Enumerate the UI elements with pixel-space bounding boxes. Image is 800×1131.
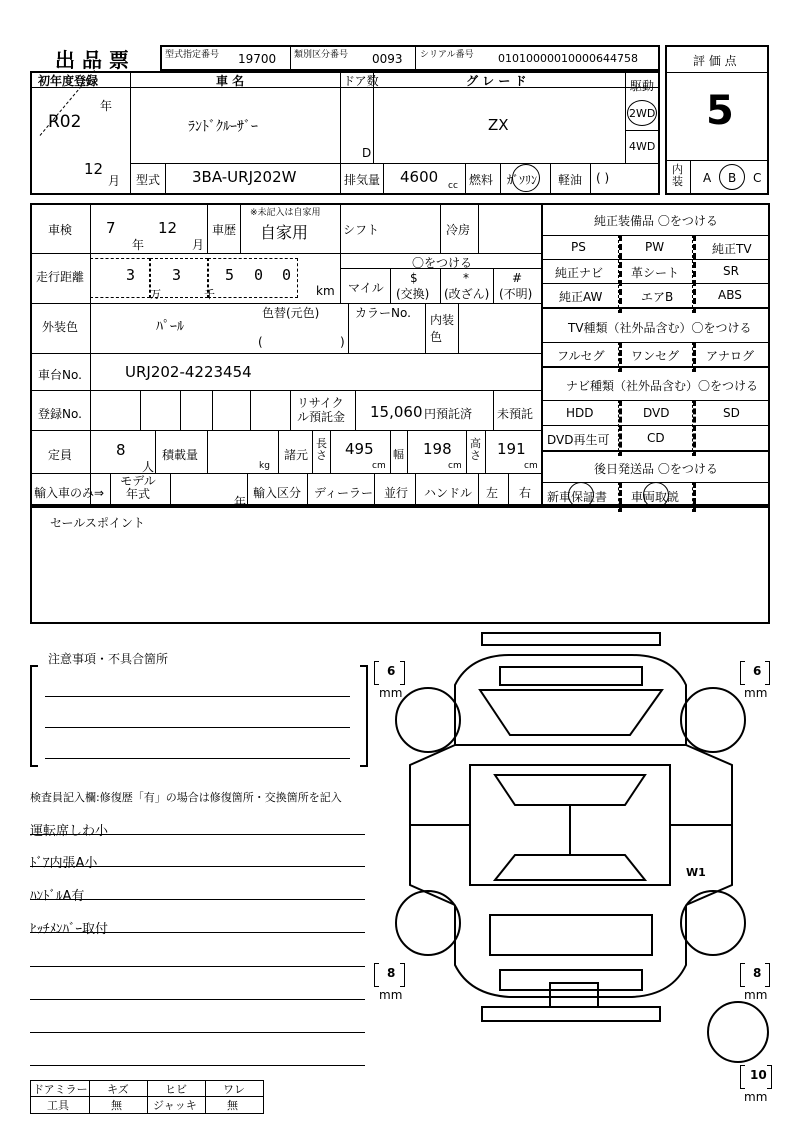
color-no-label: カラーNo. xyxy=(355,306,411,320)
import-dealer: ディーラー xyxy=(314,486,374,500)
table-cell: キズ xyxy=(107,1083,129,1096)
mileage-sen: 千 xyxy=(204,288,215,301)
mileage-digit: 5 xyxy=(225,266,235,284)
interior-b: B xyxy=(728,171,737,185)
mileage-mark-note: 〇をつける xyxy=(412,256,473,270)
mileage-digit: 3 xyxy=(126,266,136,284)
first-reg-year-suffix: 年 xyxy=(100,99,113,113)
caution-bracket-right xyxy=(360,665,368,767)
doors-suffix: D xyxy=(362,146,372,160)
orig-color-paren: ) xyxy=(340,335,345,349)
import-parallel: 並行 xyxy=(384,486,409,500)
int-color-label: 内装色 xyxy=(430,313,455,344)
drive-2wd-circle xyxy=(627,100,657,126)
serial-number: 01010000010000644758 xyxy=(498,52,638,65)
score-value: 5 xyxy=(706,88,734,134)
inspector-blank-line xyxy=(30,1032,365,1033)
equipment-item: PW xyxy=(645,240,665,254)
history-label: 車歴 xyxy=(212,223,237,237)
length-value: 495 xyxy=(345,440,374,458)
mileage-digit-box xyxy=(90,258,300,298)
tread-bracket-fr xyxy=(765,661,770,685)
import-type-label: 輸入区分 xyxy=(253,486,302,500)
capacity-unit: 人 xyxy=(142,460,155,474)
orig-color-paren: ( xyxy=(258,335,263,349)
length-label: 長さ xyxy=(316,437,327,462)
tread-spare-value: 10 xyxy=(750,1068,767,1082)
interior-c: C xyxy=(753,171,762,185)
warranty-circle xyxy=(568,482,594,508)
nav-grid xyxy=(541,400,770,450)
fuel-gasoline-circle xyxy=(512,164,540,192)
shift-label: シフト xyxy=(343,223,380,237)
tread-bracket-spare xyxy=(740,1065,745,1089)
inspection-year-suffix: 年 xyxy=(132,238,145,252)
serial-label: シリアル番号 xyxy=(420,50,474,60)
mileage-altered: (改ざん) xyxy=(444,287,490,301)
equipment-item: 純正AW xyxy=(559,290,603,304)
tread-spare-unit: mm xyxy=(744,1090,768,1104)
equipment-item: エアB xyxy=(641,290,674,304)
mileage-digit: 3 xyxy=(172,266,182,284)
dims-label: 諸元 xyxy=(284,448,309,462)
tread-rl-unit: mm xyxy=(379,988,403,1002)
form-title: 出 品 票 xyxy=(55,48,129,72)
type-value: 3BA-URJ202W xyxy=(192,168,297,186)
handle-right: 右 xyxy=(519,486,532,500)
interior-label: 内装 xyxy=(672,163,683,188)
score-label: 評 価 点 xyxy=(693,54,737,68)
mileage-altered-sym: * xyxy=(463,271,469,285)
recycle-amount: 15,060 xyxy=(370,403,423,421)
table-cell: ヒビ xyxy=(165,1083,187,1096)
inspector-note: ﾋｯﾁﾒﾝﾊﾞｰ取付 xyxy=(30,922,109,937)
recycle-not-deposited: 未預託 xyxy=(497,407,534,421)
equipment-item: ABS xyxy=(718,288,742,302)
table-cell: ジャッキ xyxy=(153,1099,197,1112)
tread-bracket-rl xyxy=(374,963,379,987)
table-cell: ワレ xyxy=(223,1083,245,1096)
grade-label: グ レ ー ド xyxy=(466,74,527,88)
capacity-label: 定員 xyxy=(48,448,73,462)
mileage-unknown-sym: # xyxy=(512,271,523,285)
type-label: 型式 xyxy=(136,173,161,187)
handle-label: ハンドル xyxy=(424,486,473,500)
manual-circle xyxy=(643,482,669,508)
displacement-label: 排気量 xyxy=(344,173,381,187)
inspector-note: ﾊﾝﾄﾞﾙA有 xyxy=(30,889,85,904)
nav-item: CD xyxy=(647,431,665,445)
equipment-item: 革シート xyxy=(631,266,680,280)
later-item: 車両取説 xyxy=(631,490,680,504)
interior-b-circle xyxy=(719,164,745,190)
displacement-unit: cc xyxy=(448,181,458,191)
history-value: 自家用 xyxy=(260,223,309,242)
mileage-man: 万 xyxy=(150,288,161,301)
import-only-label: 輸入車のみ⇒ xyxy=(34,486,105,500)
tv-grid xyxy=(541,342,770,366)
nav-item: DVD再生可 xyxy=(547,433,610,447)
tv-item: ワンセグ xyxy=(631,349,680,363)
tv-header: TV種類（社外品含む）〇をつける xyxy=(568,321,752,335)
tread-rr-value: 8 xyxy=(753,966,762,980)
tread-bracket-fl xyxy=(374,661,379,685)
handle-left: 左 xyxy=(486,486,499,500)
mileage-label: 走行距離 xyxy=(36,270,85,284)
recycle-label: リサイクル預託金 xyxy=(297,396,346,424)
fuel-diesel: 軽油 xyxy=(558,173,583,187)
grade-value: ZX xyxy=(488,116,509,134)
regno-label: 登録No. xyxy=(38,407,82,421)
mileage-unknown: (不明) xyxy=(499,287,533,301)
table-cell: 無 xyxy=(227,1099,238,1112)
caution-bracket-left xyxy=(30,665,38,767)
mileage-km: km xyxy=(316,284,335,298)
tread-fl-unit: mm xyxy=(379,686,403,700)
ext-color-value: ﾊﾟｰﾙ xyxy=(156,319,184,335)
load-label: 積載量 xyxy=(162,448,199,462)
width-unit: cm xyxy=(448,461,462,471)
tread-rl-value: 8 xyxy=(387,966,396,980)
chassis-number: URJ202-4223454 xyxy=(125,363,252,381)
later-header: 後日発送品 〇をつける xyxy=(594,462,718,476)
fuel-gasoline: ｶﾞｿﾘﾝ xyxy=(507,173,538,187)
ac-label: 冷房 xyxy=(446,223,471,237)
inspection-month: 12 xyxy=(158,219,178,237)
length-unit: cm xyxy=(372,461,386,471)
equipment-header: 純正装備品 〇をつける xyxy=(594,214,718,228)
sales-point-label: セールスポイント xyxy=(50,516,145,530)
tread-bracket-fr xyxy=(740,661,745,685)
tread-bracket-rr xyxy=(740,963,745,987)
mirror-tool-table xyxy=(30,1080,264,1114)
table-cell: ドアミラー xyxy=(33,1083,88,1096)
equipment-item: 純正TV xyxy=(712,242,752,256)
equipment-item: SR xyxy=(723,264,739,278)
interior-a: A xyxy=(703,171,712,185)
equipment-grid xyxy=(541,235,770,307)
height-label: 高さ xyxy=(470,437,481,462)
table-cell: 工具 xyxy=(47,1099,69,1112)
height-unit: cm xyxy=(524,461,538,471)
tv-item: フルセグ xyxy=(557,349,605,363)
tread-bracket-rl xyxy=(400,963,405,987)
nav-item: SD xyxy=(723,406,740,420)
drive-2wd: 2WD xyxy=(629,107,656,120)
displacement-value: 4600 xyxy=(400,168,439,186)
tread-bracket-fl xyxy=(400,661,405,685)
inspector-blank-line xyxy=(30,999,365,1000)
tread-rr-unit: mm xyxy=(744,988,768,1002)
nav-item: DVD xyxy=(643,406,670,420)
capacity-value: 8 xyxy=(116,441,126,459)
damage-mark-w1: W1 xyxy=(686,866,706,879)
nav-item: HDD xyxy=(566,406,594,420)
inspector-blank-line xyxy=(30,966,365,967)
model-code: 19700 xyxy=(238,52,277,66)
recycle-deposited: 円預託済 xyxy=(424,407,473,421)
inspector-note: 運転席しわ小 xyxy=(30,824,109,839)
model-year-label: モデル年式 xyxy=(120,474,156,501)
drive-label: 駆動 xyxy=(630,79,655,93)
first-reg-label: 初年度登録 xyxy=(38,74,99,88)
fuel-label: 燃料 xyxy=(469,173,494,187)
inspection-year: 7 xyxy=(106,219,116,237)
caution-line xyxy=(45,758,350,759)
fuel-other: ( ) xyxy=(596,171,610,185)
caution-line xyxy=(45,727,350,728)
first-reg-era-year: R02 xyxy=(48,112,82,132)
chassis-label: 車台No. xyxy=(38,368,82,382)
inspector-note: ﾄﾞｱ内張A小 xyxy=(30,856,98,871)
width-value: 198 xyxy=(423,440,452,458)
tread-fr-unit: mm xyxy=(744,686,768,700)
car-body-diagram xyxy=(370,625,790,1105)
drive-4wd: 4WD xyxy=(629,140,656,153)
orig-color-label: 色替(元色) xyxy=(262,306,320,320)
mileage-digit: 0 xyxy=(254,266,264,284)
inspection-label: 車検 xyxy=(48,223,73,237)
load-unit: kg xyxy=(259,461,270,471)
ext-color-label: 外装色 xyxy=(42,320,79,334)
model-code-label: 型式指定番号 xyxy=(165,50,220,60)
model-year-unit: 年 xyxy=(234,495,247,509)
table-cell: 無 xyxy=(111,1099,122,1112)
first-reg-month: 12 xyxy=(84,160,104,178)
mileage-mile: マイル xyxy=(348,281,384,295)
tread-bracket-spare xyxy=(767,1065,772,1089)
car-name: ﾗﾝﾄﾞｸﾙｰｻﾞｰ xyxy=(188,119,258,135)
tread-fr-value: 6 xyxy=(753,664,762,678)
inspector-title: 検査員記入欄:修復歴「有」の場合は修復箇所・交換箇所を記入 xyxy=(30,791,342,804)
mileage-digit: 0 xyxy=(282,266,292,284)
nav-header: ナビ種類（社外品含む）〇をつける xyxy=(566,379,759,393)
caution-line xyxy=(45,696,350,697)
history-note: ※未記入は自家用 xyxy=(250,208,321,218)
tread-fl-value: 6 xyxy=(387,664,396,678)
category-label: 類別区分番号 xyxy=(294,50,349,60)
car-name-label: 車 名 xyxy=(216,74,245,88)
category-number: 0093 xyxy=(372,52,403,66)
inspector-blank-line xyxy=(30,1065,365,1066)
equipment-item: PS xyxy=(571,240,586,254)
tv-item: アナログ xyxy=(706,349,755,363)
caution-title: 注意事項・不具合箇所 xyxy=(48,652,169,666)
equipment-item: 純正ナビ xyxy=(555,266,604,280)
first-reg-month-suffix: 月 xyxy=(108,174,121,188)
tread-bracket-rr xyxy=(765,963,770,987)
height-value: 191 xyxy=(497,440,526,458)
width-label: 幅 xyxy=(393,448,404,461)
doors-label: ドア数 xyxy=(343,74,379,88)
later-item: 新車保証書 xyxy=(547,490,608,504)
mileage-exchange-sym: $ xyxy=(410,271,418,285)
inspection-month-suffix: 月 xyxy=(192,238,205,252)
mileage-exchange: (交換) xyxy=(396,287,430,301)
